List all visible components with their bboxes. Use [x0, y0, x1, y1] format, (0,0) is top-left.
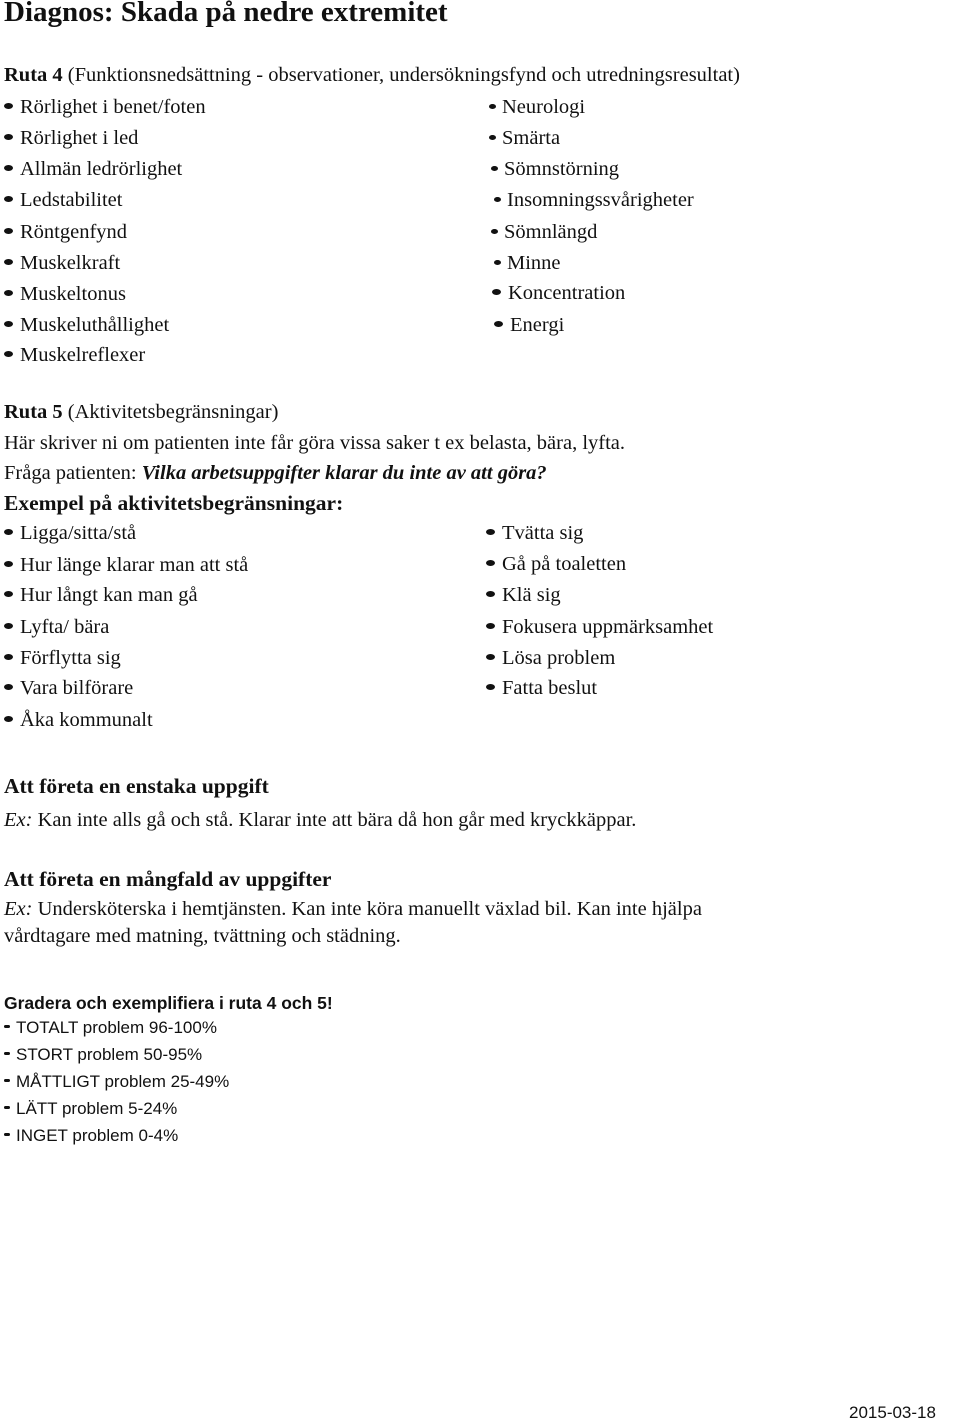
- list-item: Röntgenfynd: [4, 220, 127, 244]
- list-item: Rörlighet i led: [4, 126, 138, 150]
- examples-heading: Exempel på aktivitetsbegränsningar:: [4, 491, 344, 515]
- list-item: MÅTTLIGT problem 25-49%: [4, 1072, 229, 1092]
- list-item: Fokusera uppmärksamhet: [486, 615, 713, 639]
- list-item: Muskeluthållighet: [4, 313, 169, 337]
- list-item: TOTALT problem 96-100%: [4, 1018, 217, 1038]
- list-item: Ledstabilitet: [4, 188, 122, 212]
- ruta5-label: Ruta 5: [4, 401, 63, 423]
- ruta4-description: (Funktionsnedsättning - observationer, undersökningsfynd och utredningsresultat): [62, 64, 740, 86]
- example-text: Kan inte alls gå och stå. Klarar inte att bära då hon går med kryckkäppar.: [32, 809, 637, 831]
- list-item: Rörlighet i benet/foten: [4, 95, 206, 119]
- list-item: Smärta: [489, 126, 560, 150]
- question-prefix: Fråga patienten:: [4, 462, 142, 484]
- single-task-heading: Att företa en enstaka uppgift: [4, 774, 269, 798]
- example-text: Undersköterska i hemtjänsten. Kan inte köra manuellt växlad bil. Kan inte hjälpa: [32, 898, 702, 920]
- list-item: Minne: [494, 251, 561, 275]
- list-item: Muskeltonus: [4, 282, 126, 306]
- question-text: Vilka arbetsuppgifter klarar du inte av att göra?: [141, 462, 547, 484]
- list-item: Neurologi: [489, 95, 585, 119]
- list-item: Fatta beslut: [486, 676, 597, 700]
- list-item: Hur långt kan man gå: [4, 583, 198, 607]
- list-item: LÄTT problem 5-24%: [4, 1099, 177, 1119]
- list-item: Koncentration: [492, 281, 625, 305]
- list-item: Förflytta sig: [4, 646, 121, 670]
- list-item: Energi: [494, 313, 564, 337]
- multiple-tasks-example: [4, 897, 702, 921]
- list-item: Lösa problem: [486, 646, 615, 670]
- multiple-tasks-heading: Att företa en mångfald av uppgifter: [4, 867, 332, 891]
- ruta5-instruction: Här skriver ni om patienten inte får göra vissa saker t ex belasta, bära, lyfta.: [4, 432, 626, 454]
- list-item: Vara bilförare: [4, 676, 133, 700]
- list-item: Gå på toaletten: [486, 552, 626, 576]
- footer-date: 2015-03-18: [849, 1403, 936, 1422]
- list-item: Tvätta sig: [486, 521, 583, 545]
- ruta4-label: Ruta 4: [4, 64, 63, 86]
- ruta5-description: (Aktivitetsbegränsningar): [62, 401, 279, 423]
- list-item: Sömnlängd: [491, 220, 597, 244]
- grading-heading: Gradera och exemplifiera i ruta 4 och 5!: [4, 993, 333, 1013]
- multiple-tasks-example-continued: vårdtagare med matning, tvättning och städning.: [4, 925, 401, 947]
- ruta5-heading: [4, 400, 278, 424]
- single-task-example: [4, 808, 636, 832]
- ruta4-heading: [4, 63, 740, 87]
- list-item: Åka kommunalt: [4, 708, 153, 732]
- list-item: Klä sig: [486, 583, 561, 607]
- list-item: STORT problem 50-95%: [4, 1045, 202, 1065]
- list-item: Hur länge klarar man att stå: [4, 553, 248, 577]
- list-item: Allmän ledrörlighet: [4, 157, 182, 181]
- list-item: Insomningssvårigheter: [494, 188, 694, 212]
- list-item: Ligga/sitta/stå: [4, 521, 136, 545]
- example-label: Ex:: [4, 898, 33, 920]
- example-label: Ex:: [4, 809, 33, 831]
- list-item: INGET problem 0-4%: [4, 1126, 178, 1146]
- page-title: Diagnos: Skada på nedre extremitet: [4, 0, 448, 28]
- list-item: Lyfta/ bära: [4, 615, 109, 639]
- list-item: Sömnstörning: [491, 157, 619, 181]
- list-item: Muskelkraft: [4, 251, 120, 275]
- ruta5-question: [4, 461, 547, 485]
- list-item: Muskelreflexer: [4, 343, 145, 367]
